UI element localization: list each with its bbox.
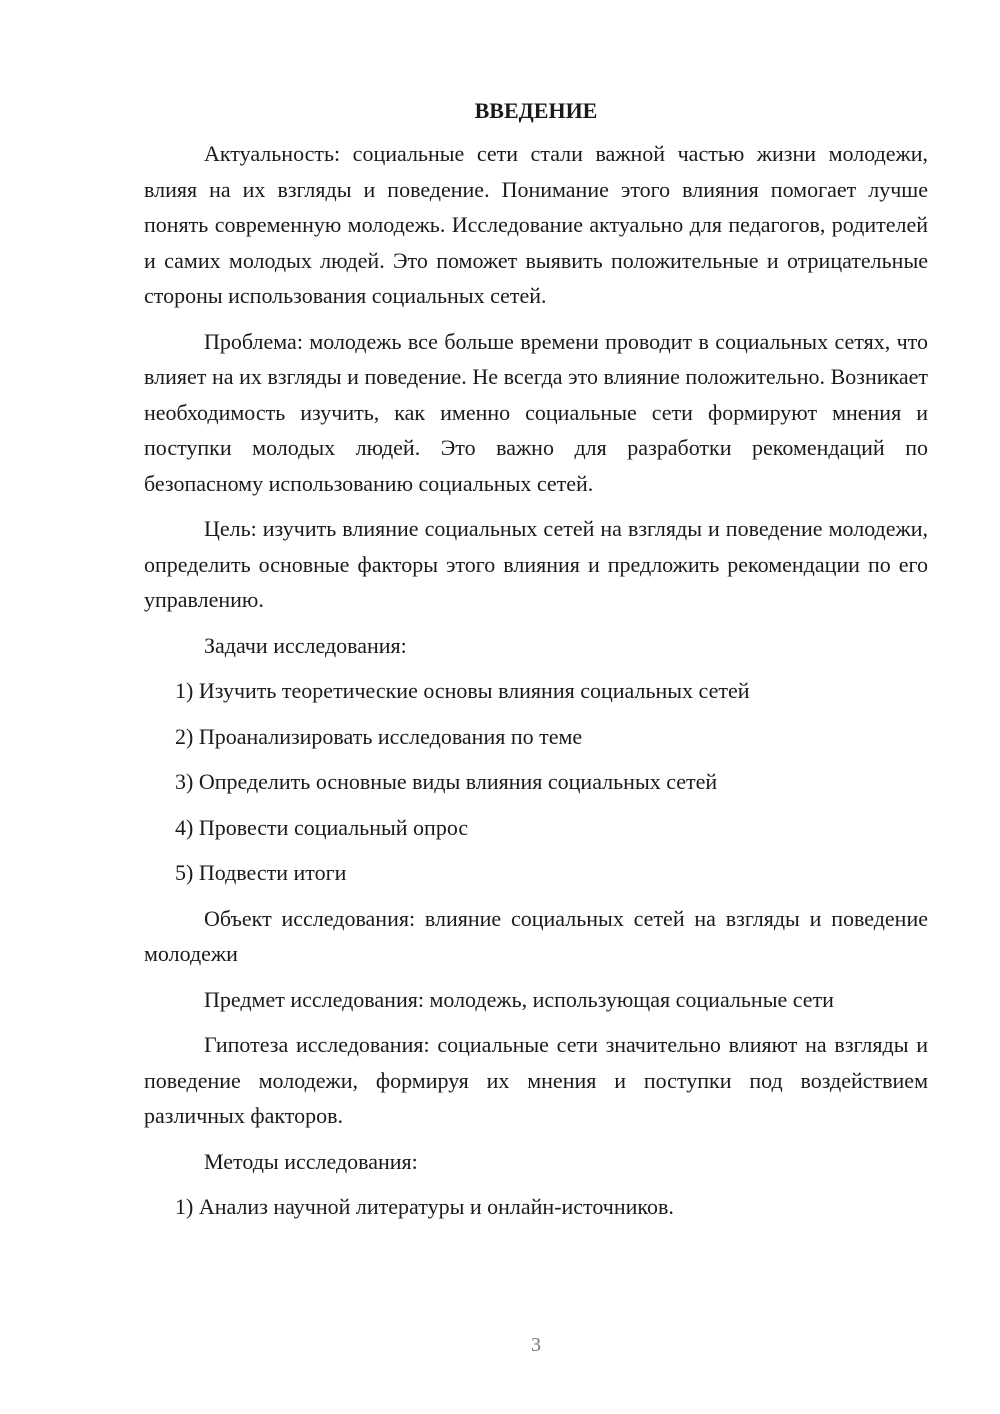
methods-heading: Методы исследования: <box>204 1148 418 1174</box>
methods-list <box>144 1189 928 1225</box>
list-item: 1) Изучить теоретические основы влияния социальных сетей <box>175 678 750 703</box>
document-page <box>144 92 928 1235</box>
object-paragraph: Объект исследования: влияние социальных сетей на взгляды и поведение молодежи <box>144 905 928 966</box>
list-item: 1) Анализ научной литературы и онлайн-источников. <box>175 1194 674 1219</box>
list-item: 5) Подвести итоги <box>175 860 347 885</box>
tasks-list <box>144 673 928 891</box>
hypothesis-paragraph: Гипотеза исследования: социальные сети значительно влияют на взгляды и поведение молодежи, формируя их мнения и поступки под воздействием различных факторов. <box>144 1032 928 1128</box>
relevance-paragraph: Актуальность: социальные сети стали важной частью жизни молодежи, влияя на их взгляды и поведение. Понимание этого влияния помогает лучше понять современную молодежь. Исследование актуально для педагогов, родителей и самих молодых людей. Это поможет выявить положительные и отрицательные стороны использования социальных сетей. <box>144 141 928 308</box>
page-number: 3 <box>531 1334 541 1356</box>
problem-paragraph: Проблема: молодежь все больше времени проводит в социальных сетях, что влияет на их взгляды и поведение. Не всегда это влияние положительно. Возникает необходимость изучить, как именно социальные сети формируют мнения и поступки молодых людей. Это важно для разработки рекомендаций по безопасному использованию социальных сетей. <box>144 328 928 496</box>
subject-paragraph: Предмет исследования: молодежь, использующая социальные сети <box>204 986 834 1012</box>
list-item: 3) Определить основные виды влияния социальных сетей <box>175 769 718 794</box>
tasks-heading: Задачи исследования: <box>204 632 407 658</box>
list-item: 4) Провести социальный опрос <box>175 814 469 840</box>
list-item: 2) Проанализировать исследования по теме <box>175 723 583 749</box>
page-title: ВВЕДЕНИЕ <box>474 98 598 123</box>
goal-paragraph: Цель: изучить влияние социальных сетей на взгляды и поведение молодежи, определить основные факторы этого влияния и предложить рекомендации по его управлению. <box>144 516 928 612</box>
